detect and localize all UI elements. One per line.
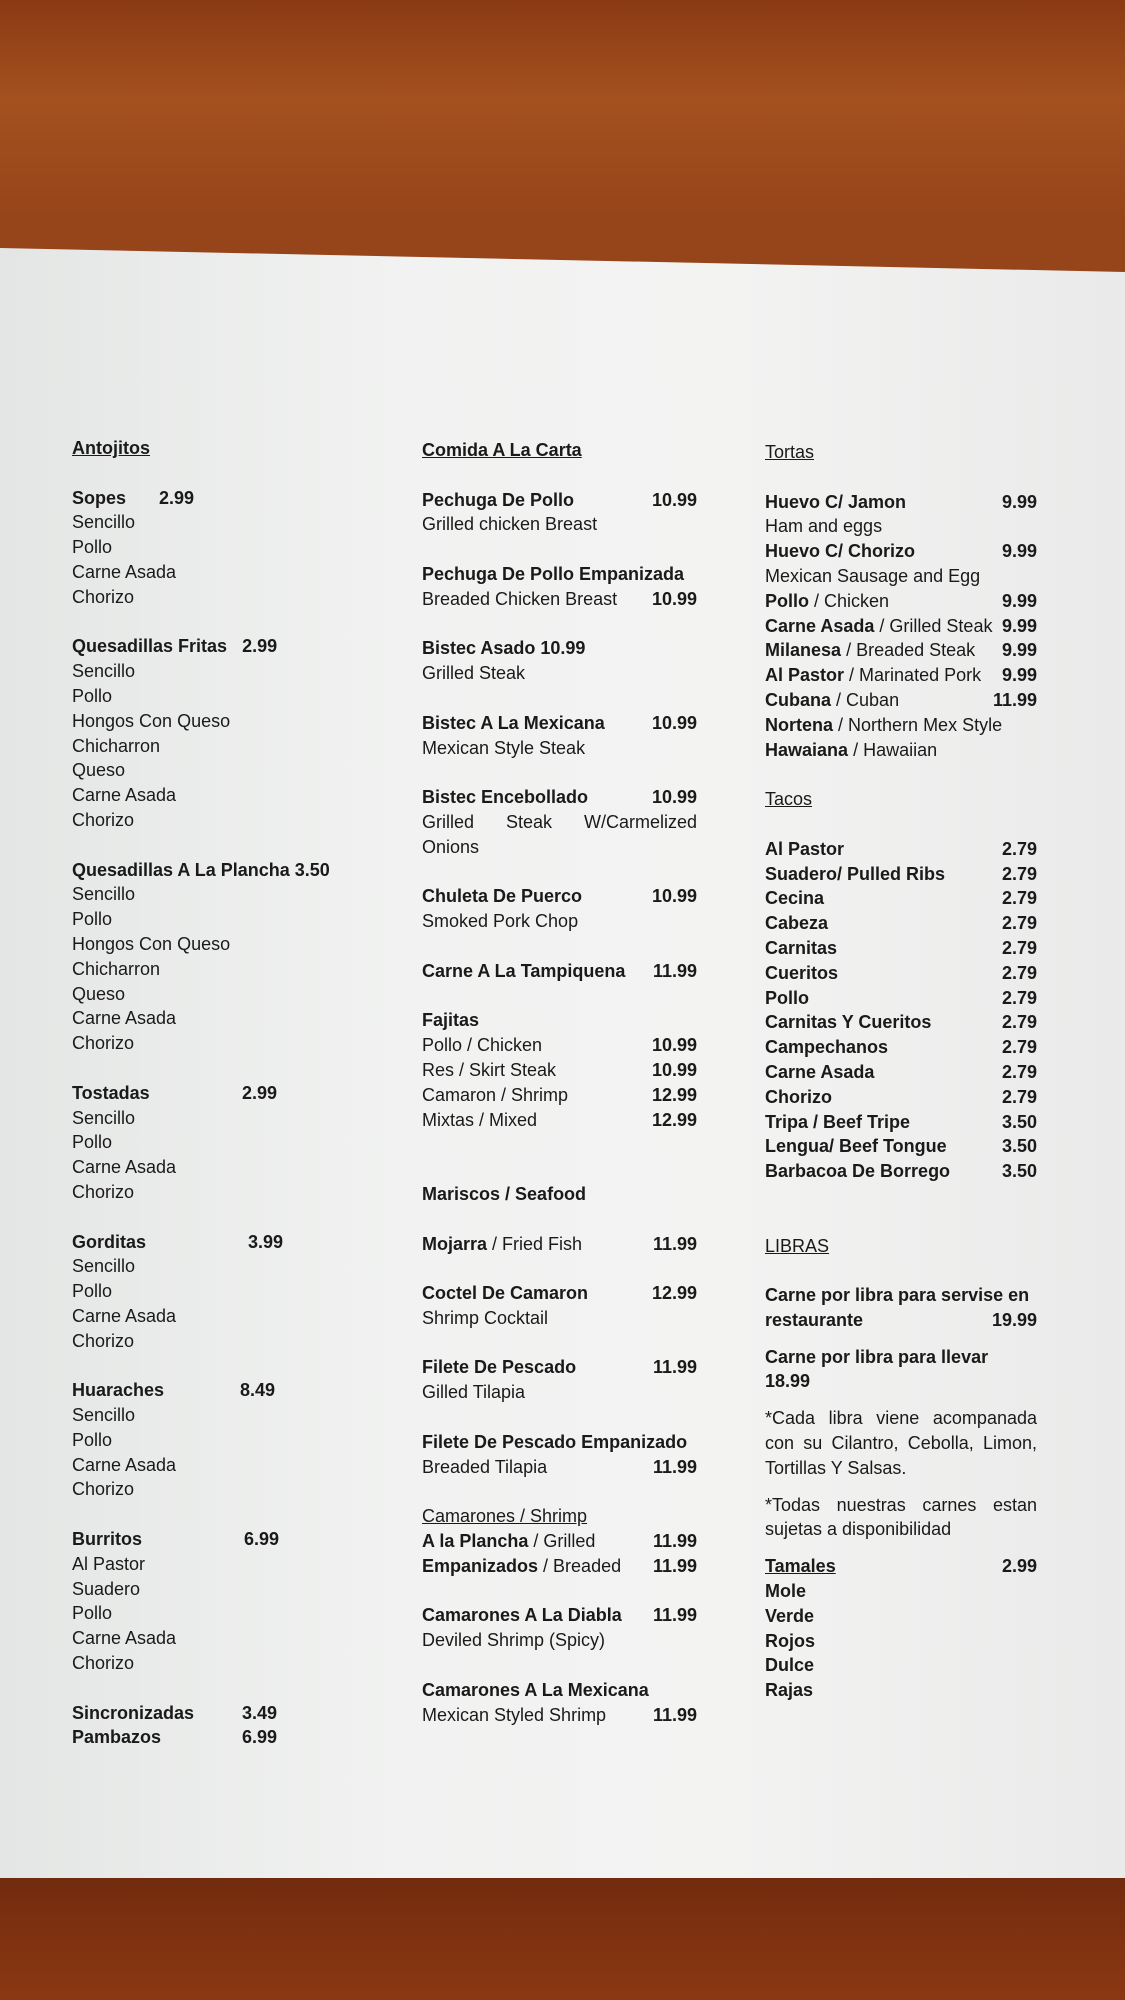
list-item: Carne Asada (72, 785, 177, 806)
item-huevo-chorizo: Huevo C/ Chorizo 9.99 (765, 541, 1037, 562)
item-mojarra: Mojarra / Fried Fish 11.99 (422, 1233, 697, 1254)
list-item: Pollo (72, 1281, 113, 1302)
item-gorditas: Gorditas 3.99 (72, 1231, 284, 1252)
taco-item: Barbacoa De Borrego 3.50 (765, 1161, 1037, 1182)
item-desc: Shrimp Cocktail (422, 1307, 549, 1328)
list-item: Milanesa / Breaded Steak 9.99 (765, 640, 1037, 661)
taco-item: Lengua/ Beef Tongue 3.50 (765, 1136, 1037, 1157)
item-fajitas: Fajitas (422, 1010, 480, 1031)
list-item: Carne Asada (72, 561, 177, 582)
list-item: Pollo / Chicken 10.99 (422, 1035, 697, 1056)
list-item: Res / Skirt Steak 10.99 (422, 1059, 697, 1080)
item-desc: Grilled chicken Breast (422, 514, 598, 535)
taco-item: Carnitas Y Cueritos 2.79 (765, 1012, 1037, 1033)
column-tortas (765, 436, 1037, 1703)
list-item: Pollo (72, 1603, 113, 1624)
taco-item: Suadero/ Pulled Ribs 2.79 (765, 863, 1037, 884)
item-tostadas: Tostadas 2.99 (72, 1082, 278, 1103)
list-item: Pollo (72, 1132, 113, 1153)
list-item: Carne Asada / Grilled Steak 9.99 (765, 615, 1037, 636)
list-item: Queso (72, 983, 126, 1004)
section-title-tacos: Tacos (765, 789, 813, 810)
taco-item: Cecina 2.79 (765, 888, 1037, 909)
taco-item: Al Pastor 2.79 (765, 838, 1037, 859)
item-coctel: Coctel De Camaron 12.99 (422, 1283, 697, 1304)
list-item: Rajas (765, 1680, 814, 1701)
item-quesadillas-fritas: Quesadillas Fritas 2.99 (72, 636, 278, 657)
section-title-carta: Comida A La Carta (422, 440, 582, 460)
list-item: Mole (765, 1581, 807, 1602)
item-pambazos: Pambazos 6.99 (72, 1727, 278, 1748)
list-item: Empanizados / Breaded 11.99 (422, 1555, 697, 1576)
list-item: Chorizo (72, 809, 135, 830)
list-item: A la Plancha / Grilled 11.99 (422, 1531, 697, 1552)
taco-item: Carnitas 2.79 (765, 937, 1037, 958)
libras-restaurant-line: Carne por libra para servise en (765, 1285, 1030, 1306)
list-item: Al Pastor / Marinated Pork 9.99 (765, 665, 1037, 686)
list-item: Carne Asada (72, 1305, 177, 1326)
list-item: Nortena / Northern Mex Style (765, 714, 1003, 735)
list-item: Sencillo (72, 1107, 136, 1128)
item-chuleta: Chuleta De Puerco 10.99 (422, 886, 697, 907)
list-item: Pollo (72, 685, 113, 706)
section-title-mariscos: Mariscos / Seafood (422, 1183, 587, 1204)
item-huaraches: Huaraches 8.49 (72, 1380, 276, 1401)
section-title-tortas: Tortas (765, 442, 815, 462)
item-diabla: Camarones A La Diabla 11.99 (422, 1605, 697, 1626)
item-bistec-enc: Bistec Encebollado 10.99 (422, 787, 697, 808)
item-desc: Deviled Shrimp (Spicy) (422, 1630, 606, 1651)
item-desc: Mexican Style Steak (422, 737, 586, 758)
libras-note-2: *Todas nuestras carnes estan sujetas a disponibilidad (765, 1494, 1037, 1540)
item-desc: Mexican Sausage and Egg (765, 565, 981, 586)
taco-item: Carne Asada 2.79 (765, 1061, 1037, 1082)
list-item: Chorizo (72, 1181, 135, 1202)
item-pechuga: Pechuga De Pollo 10.99 (422, 489, 697, 510)
list-item: Pollo / Chicken 9.99 (765, 590, 1037, 611)
item-desc-row: Mexican Styled Shrimp 11.99 (422, 1704, 697, 1725)
list-item: Chicharron (72, 958, 161, 979)
item-desc-row: Breaded Tilapia 11.99 (422, 1456, 697, 1477)
list-item: Hongos Con Queso (72, 710, 231, 731)
libras-restaurant-price-row: restaurante 19.99 (765, 1309, 1037, 1330)
list-item: Camaron / Shrimp 12.99 (422, 1084, 697, 1105)
list-item: Hawaiana / Hawaiian (765, 739, 938, 760)
item-sopes: Sopes 2.99 (72, 487, 195, 508)
column-carta (422, 436, 697, 1727)
list-item: Pollo (72, 1429, 113, 1450)
item-desc: Ham and eggs (765, 516, 883, 537)
item-filete-emp: Filete De Pescado Empanizado (422, 1431, 688, 1452)
item-filete: Filete De Pescado 11.99 (422, 1357, 697, 1378)
list-item: Dulce (765, 1655, 815, 1676)
taco-item: Pollo 2.79 (765, 987, 1037, 1008)
item-burritos: Burritos 6.99 (72, 1529, 280, 1550)
item-desc: Grilled Steak W/Carmelized Onions (422, 811, 697, 857)
list-item: Cubana / Cuban 11.99 (765, 689, 1037, 710)
list-item: Mixtas / Mixed 12.99 (422, 1109, 697, 1130)
list-item: Carne Asada (72, 1454, 177, 1475)
list-item: Sencillo (72, 1256, 136, 1277)
taco-item: Cabeza 2.79 (765, 913, 1037, 934)
item-huevo-jamon: Huevo C/ Jamon 9.99 (765, 491, 1037, 512)
list-item: Chorizo (72, 1330, 135, 1351)
list-item: Carne Asada (72, 1157, 177, 1178)
taco-item: Chorizo 2.79 (765, 1086, 1037, 1107)
list-item: Pollo (72, 537, 113, 558)
item-quesadillas-plancha: Quesadillas A La Plancha 3.50 (72, 859, 330, 880)
list-item: Chorizo (72, 1033, 135, 1054)
list-item: Chicharron (72, 735, 161, 756)
item-tamales: Tamales 2.99 (765, 1556, 1037, 1577)
libras-note-1: *Cada libra viene acompanada con su Cilantro, Cebolla, Limon, Tortillas Y Salsas. (765, 1408, 1037, 1478)
libras-llevar: Carne por libra para llevar 18.99 (765, 1346, 989, 1392)
list-item: Sencillo (72, 512, 136, 533)
list-item: Carne Asada (72, 1628, 177, 1649)
list-item: Chorizo (72, 586, 135, 607)
item-bistec-mex: Bistec A La Mexicana 10.99 (422, 712, 697, 733)
section-title-libras: LIBRAS (765, 1235, 830, 1256)
taco-item: Campechanos 2.79 (765, 1037, 1037, 1058)
item-desc-row: Breaded Chicken Breast 10.99 (422, 588, 697, 609)
list-item: Sencillo (72, 661, 136, 682)
list-item: Carne Asada (72, 1008, 177, 1029)
taco-item: Tripa / Beef Tripe 3.50 (765, 1111, 1037, 1132)
section-title-antojitos: Antojitos (72, 438, 150, 458)
list-item: Sencillo (72, 884, 136, 905)
list-item: Hongos Con Queso (72, 933, 231, 954)
item-desc: Smoked Pork Chop (422, 911, 579, 932)
list-item: Chorizo (72, 1479, 135, 1500)
item-pechuga-emp: Pechuga De Pollo Empanizada (422, 563, 685, 584)
list-item: Verde (765, 1605, 815, 1626)
item-cam-mex: Camarones A La Mexicana (422, 1679, 649, 1700)
section-title-camarones: Camarones / Shrimp (422, 1506, 588, 1527)
list-item: Sencillo (72, 1405, 136, 1426)
item-sincronizadas: Sincronizadas 3.49 (72, 1702, 278, 1723)
list-item: Pollo (72, 909, 113, 930)
item-desc: Grilled Steak (422, 663, 526, 684)
item-bistec-asado: Bistec Asado 10.99 (422, 638, 586, 659)
item-desc: Gilled Tilapia (422, 1382, 526, 1403)
wood-table-bottom (0, 1870, 1125, 2000)
taco-item: Cueritos 2.79 (765, 962, 1037, 983)
list-item: Rojos (765, 1630, 816, 1651)
list-item: Al Pastor (72, 1553, 146, 1574)
list-item: Chorizo (72, 1653, 135, 1674)
item-tampiquena: Carne A La Tampiquena 11.99 (422, 960, 697, 981)
tacos-list (765, 837, 1037, 1184)
column-antojitos (72, 436, 332, 1750)
list-item: Suadero (72, 1578, 141, 1599)
list-item: Queso (72, 760, 126, 781)
